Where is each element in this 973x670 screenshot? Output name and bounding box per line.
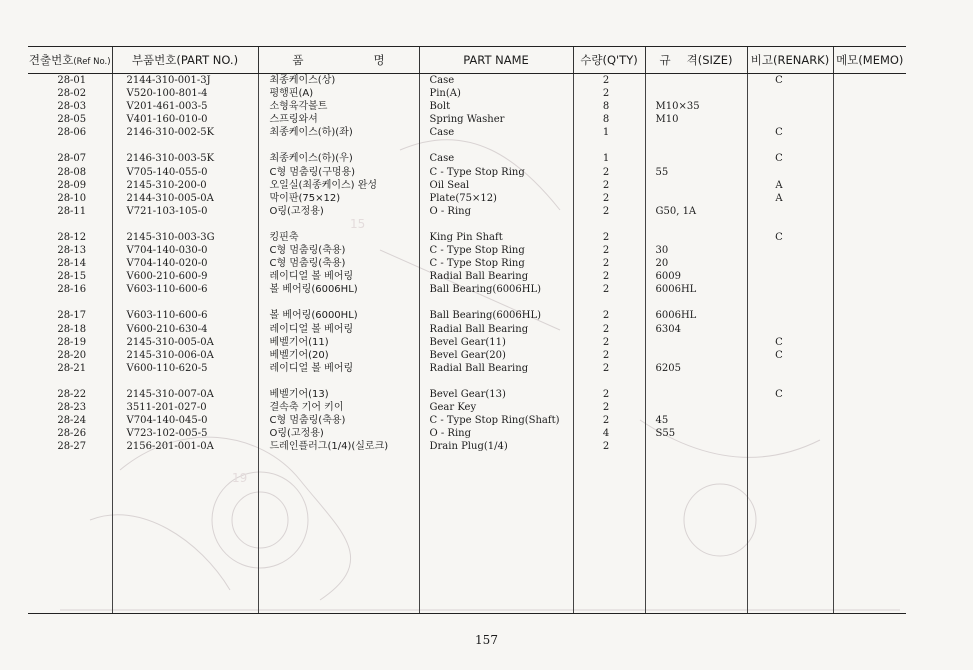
empty-cell xyxy=(419,218,573,231)
remark-cell xyxy=(747,244,833,257)
header-ref-no: 견출번호(Ref No.) xyxy=(28,47,112,74)
part-no-cell: 2145-310-006-0A xyxy=(112,349,258,362)
empty-cell xyxy=(112,296,258,309)
empty-cell xyxy=(419,139,573,152)
ref-no-cell: 28-20 xyxy=(57,349,87,361)
memo-cell xyxy=(833,336,906,349)
parts-table xyxy=(28,46,906,614)
ref-no-cell: 28-13 xyxy=(57,245,87,257)
qty-cell: 2 xyxy=(573,74,645,88)
korean-name-cell: 최종케이스(하)(좌) xyxy=(258,126,419,139)
part-no-cell: 3511-201-027-0 xyxy=(112,401,258,414)
part-no-cell: V721-103-105-0 xyxy=(112,205,258,218)
table-header-row xyxy=(28,47,906,74)
qty-cell: 2 xyxy=(573,388,645,401)
part-no-cell: 2144-310-005-0A xyxy=(112,192,258,205)
size-cell xyxy=(645,152,747,165)
empty-cell xyxy=(573,453,645,614)
memo-cell xyxy=(833,427,906,440)
empty-cell xyxy=(747,139,833,152)
qty-cell: 8 xyxy=(573,100,645,113)
korean-name-cell: C형 멈춤링(축용) xyxy=(258,244,419,257)
korean-name-cell: 베벨기어(13) xyxy=(258,388,419,401)
part-no-cell: 2144-310-001-3J xyxy=(112,74,258,88)
part-no-cell: V603-110-600-6 xyxy=(112,309,258,322)
table-row xyxy=(28,309,906,322)
part-no-cell: V603-110-600-6 xyxy=(112,283,258,296)
size-cell: 6304 xyxy=(645,323,747,336)
table-row xyxy=(28,440,906,453)
korean-name-cell: C형 멈춤링(구멍용) xyxy=(258,166,419,179)
part-no-cell: V201-461-003-5 xyxy=(112,100,258,113)
ref-no-cell: 28-17 xyxy=(57,310,87,322)
size-cell xyxy=(645,231,747,244)
qty-cell: 2 xyxy=(573,257,645,270)
part-name-cell: Bevel Gear(11) xyxy=(419,336,573,349)
qty-cell: 2 xyxy=(573,323,645,336)
size-cell xyxy=(645,126,747,139)
qty-cell: 1 xyxy=(573,126,645,139)
table-row xyxy=(28,231,906,244)
header-size: 규 격(SIZE) xyxy=(645,47,747,74)
korean-name-cell: 베벨기어(11) xyxy=(258,336,419,349)
size-cell: S55 xyxy=(645,427,747,440)
part-no-cell: 2145-310-003-3G xyxy=(112,231,258,244)
korean-name-cell: 레이디얼 볼 베어링 xyxy=(258,323,419,336)
korean-name-cell: 소형육각볼트 xyxy=(258,100,419,113)
memo-cell xyxy=(833,74,906,88)
memo-cell xyxy=(833,152,906,165)
part-name-cell: King Pin Shaft xyxy=(419,231,573,244)
ref-no-cell: 28-23 xyxy=(57,401,87,413)
korean-name-cell: 최종케이스(상) xyxy=(258,74,419,88)
korean-name-cell: 레이디얼 볼 베어링 xyxy=(258,270,419,283)
korean-name-cell: 막이판(75×12) xyxy=(258,192,419,205)
group-spacer-row xyxy=(28,139,906,152)
group-spacer-row xyxy=(28,218,906,231)
size-cell xyxy=(645,179,747,192)
part-name-cell: Gear Key xyxy=(419,401,573,414)
table-row xyxy=(28,113,906,126)
empty-cell xyxy=(645,139,747,152)
korean-name-cell: 레이디얼 볼 베어링 xyxy=(258,362,419,375)
size-cell xyxy=(645,87,747,100)
empty-cell xyxy=(258,139,419,152)
size-cell: 20 xyxy=(645,257,747,270)
part-name-cell: Radial Ball Bearing xyxy=(419,362,573,375)
ref-no-cell: 28-14 xyxy=(57,258,87,270)
part-no-cell: V705-140-055-0 xyxy=(112,166,258,179)
remark-cell xyxy=(747,100,833,113)
ref-no-cell: 28-12 xyxy=(57,231,87,243)
empty-cell xyxy=(112,218,258,231)
part-name-cell: Ball Bearing(6006HL) xyxy=(419,309,573,322)
part-name-cell: Radial Ball Bearing xyxy=(419,270,573,283)
empty-cell xyxy=(833,453,906,614)
remark-cell xyxy=(747,113,833,126)
empty-cell xyxy=(28,139,112,152)
remark-cell xyxy=(747,362,833,375)
remark-cell xyxy=(747,414,833,427)
part-no-cell: V704-140-020-0 xyxy=(112,257,258,270)
empty-cell xyxy=(833,296,906,309)
empty-cell xyxy=(747,296,833,309)
part-name-cell: Bevel Gear(13) xyxy=(419,388,573,401)
ref-no-cell: 28-21 xyxy=(57,362,87,374)
qty-cell: 2 xyxy=(573,283,645,296)
table-row xyxy=(28,270,906,283)
remark-cell: A xyxy=(747,179,833,192)
part-no-cell: V600-110-620-5 xyxy=(112,362,258,375)
korean-name-cell: 오일실(최종케이스) 완성 xyxy=(258,179,419,192)
part-name-cell: Bolt xyxy=(419,100,573,113)
korean-name-cell: 볼 베어링(6000HL) xyxy=(258,309,419,322)
ref-no-cell: 28-06 xyxy=(57,127,87,139)
svg-text:19: 19 xyxy=(232,471,248,485)
table-row xyxy=(28,362,906,375)
part-name-cell: Spring Washer xyxy=(419,113,573,126)
memo-cell xyxy=(833,440,906,453)
qty-cell: 2 xyxy=(573,414,645,427)
qty-cell: 4 xyxy=(573,427,645,440)
empty-cell xyxy=(645,296,747,309)
korean-name-cell: O링(고정용) xyxy=(258,205,419,218)
group-spacer-row xyxy=(28,375,906,388)
qty-cell: 2 xyxy=(573,231,645,244)
part-no-cell: V401-160-010-0 xyxy=(112,113,258,126)
remark-cell: C xyxy=(747,126,833,139)
korean-name-cell: 베벨기어(20) xyxy=(258,349,419,362)
remark-cell xyxy=(747,205,833,218)
ref-no-cell: 28-07 xyxy=(57,153,87,165)
table-row xyxy=(28,349,906,362)
memo-cell xyxy=(833,205,906,218)
qty-cell: 1 xyxy=(573,152,645,165)
memo-cell xyxy=(833,87,906,100)
qty-cell: 2 xyxy=(573,270,645,283)
part-name-cell: Plate(75×12) xyxy=(419,192,573,205)
part-name-cell: O - Ring xyxy=(419,205,573,218)
empty-cell xyxy=(112,139,258,152)
korean-name-cell: 평행핀(A) xyxy=(258,87,419,100)
remark-cell xyxy=(747,323,833,336)
size-cell: 6006HL xyxy=(645,309,747,322)
empty-cell xyxy=(833,375,906,388)
part-no-cell: V600-210-630-4 xyxy=(112,323,258,336)
empty-cell xyxy=(28,218,112,231)
remark-cell: C xyxy=(747,231,833,244)
ref-no-cell: 28-01 xyxy=(57,75,87,86)
ref-no-cell: 28-10 xyxy=(57,192,87,204)
empty-cell xyxy=(28,296,112,309)
qty-cell: 2 xyxy=(573,166,645,179)
part-no-cell: 2146-310-003-5K xyxy=(112,152,258,165)
ref-no-cell: 28-26 xyxy=(57,428,87,440)
qty-cell: 2 xyxy=(573,179,645,192)
ref-no-cell: 28-24 xyxy=(57,415,87,427)
remark-cell xyxy=(747,427,833,440)
ref-no-cell: 28-22 xyxy=(57,388,87,400)
size-cell: 55 xyxy=(645,166,747,179)
table-row xyxy=(28,166,906,179)
memo-cell xyxy=(833,349,906,362)
part-name-cell: Bevel Gear(20) xyxy=(419,349,573,362)
qty-cell: 2 xyxy=(573,336,645,349)
empty-cell xyxy=(28,375,112,388)
size-cell: 6006HL xyxy=(645,283,747,296)
memo-cell xyxy=(833,309,906,322)
part-no-cell: V704-140-030-0 xyxy=(112,244,258,257)
part-name-cell: C - Type Stop Ring xyxy=(419,257,573,270)
part-no-cell: 2145-310-005-0A xyxy=(112,336,258,349)
memo-cell xyxy=(833,257,906,270)
empty-cell xyxy=(419,296,573,309)
empty-cell xyxy=(573,296,645,309)
table-row xyxy=(28,74,906,88)
ref-no-cell: 28-02 xyxy=(57,88,87,100)
memo-cell xyxy=(833,244,906,257)
empty-cell xyxy=(258,296,419,309)
memo-cell xyxy=(833,388,906,401)
qty-cell: 2 xyxy=(573,349,645,362)
korean-name-cell: 스프링와셔 xyxy=(258,113,419,126)
size-cell: M10×35 xyxy=(645,100,747,113)
remark-cell: A xyxy=(747,192,833,205)
part-no-cell: 2145-310-007-0A xyxy=(112,388,258,401)
size-cell xyxy=(645,192,747,205)
memo-cell xyxy=(833,283,906,296)
ref-no-cell: 28-27 xyxy=(57,441,87,453)
table-row xyxy=(28,192,906,205)
size-cell: 6205 xyxy=(645,362,747,375)
table-row xyxy=(28,427,906,440)
empty-cell xyxy=(573,218,645,231)
memo-cell xyxy=(833,113,906,126)
size-cell xyxy=(645,349,747,362)
part-no-cell: V600-210-600-9 xyxy=(112,270,258,283)
memo-cell xyxy=(833,362,906,375)
size-cell: M10 xyxy=(645,113,747,126)
part-no-cell: V723-102-005-5 xyxy=(112,427,258,440)
korean-name-cell: C형 멈춤링(축용) xyxy=(258,257,419,270)
qty-cell: 2 xyxy=(573,244,645,257)
table-row xyxy=(28,257,906,270)
memo-cell xyxy=(833,414,906,427)
part-name-cell: Case xyxy=(419,126,573,139)
memo-cell xyxy=(833,100,906,113)
table-row xyxy=(28,336,906,349)
remark-cell: C xyxy=(747,349,833,362)
size-cell: 45 xyxy=(645,414,747,427)
empty-cell xyxy=(747,218,833,231)
korean-name-cell: 킹핀축 xyxy=(258,231,419,244)
remark-cell: C xyxy=(747,336,833,349)
table-row xyxy=(28,283,906,296)
header-remark: 비고(RENARK) xyxy=(747,47,833,74)
empty-cell xyxy=(833,139,906,152)
table-row xyxy=(28,100,906,113)
ref-no-cell: 28-19 xyxy=(57,336,87,348)
empty-cell xyxy=(645,375,747,388)
table-row xyxy=(28,388,906,401)
empty-cell xyxy=(747,375,833,388)
size-cell xyxy=(645,401,747,414)
page-number: 157 xyxy=(475,633,498,647)
ref-no-cell: 28-18 xyxy=(57,323,87,335)
ref-no-cell: 28-09 xyxy=(57,179,87,191)
remark-cell: C xyxy=(747,388,833,401)
qty-cell: 2 xyxy=(573,362,645,375)
korean-name-cell: 최종케이스(하)(우) xyxy=(258,152,419,165)
table-row xyxy=(28,401,906,414)
empty-cell xyxy=(573,375,645,388)
empty-cell xyxy=(258,218,419,231)
ref-no-cell: 28-03 xyxy=(57,101,87,113)
empty-cell xyxy=(28,453,112,614)
ref-no-cell: 28-11 xyxy=(57,205,87,217)
size-cell: G50, 1A xyxy=(645,205,747,218)
header-part-no: 부품번호(PART NO.) xyxy=(112,47,258,74)
table-row xyxy=(28,87,906,100)
part-name-cell: C - Type Stop Ring xyxy=(419,166,573,179)
empty-cell xyxy=(112,375,258,388)
group-spacer-row xyxy=(28,296,906,309)
size-cell xyxy=(645,440,747,453)
size-cell xyxy=(645,336,747,349)
ref-no-cell: 28-15 xyxy=(57,271,87,283)
empty-cell xyxy=(573,139,645,152)
qty-cell: 2 xyxy=(573,87,645,100)
part-no-cell: 2156-201-001-0A xyxy=(112,440,258,453)
empty-cell xyxy=(747,453,833,614)
qty-cell: 2 xyxy=(573,192,645,205)
part-name-cell: Pin(A) xyxy=(419,87,573,100)
memo-cell xyxy=(833,166,906,179)
part-no-cell: 2145-310-200-0 xyxy=(112,179,258,192)
size-cell xyxy=(645,388,747,401)
empty-cell xyxy=(112,453,258,614)
empty-cell xyxy=(258,453,419,614)
remark-cell: C xyxy=(747,152,833,165)
remark-cell xyxy=(747,270,833,283)
memo-cell xyxy=(833,401,906,414)
remark-cell xyxy=(747,257,833,270)
table-row xyxy=(28,179,906,192)
part-name-cell: Radial Ball Bearing xyxy=(419,323,573,336)
table-row xyxy=(28,126,906,139)
qty-cell: 8 xyxy=(573,113,645,126)
memo-cell xyxy=(833,179,906,192)
table-row xyxy=(28,414,906,427)
header-name-korean: 품 명 xyxy=(258,47,419,74)
header-memo: 메모(MEMO) xyxy=(833,47,906,74)
empty-cell xyxy=(258,375,419,388)
korean-name-cell: 결속축 기어 키이 xyxy=(258,401,419,414)
remark-cell xyxy=(747,166,833,179)
table-row xyxy=(28,323,906,336)
table-row xyxy=(28,244,906,257)
part-name-cell: Case xyxy=(419,152,573,165)
size-cell: 30 xyxy=(645,244,747,257)
empty-cell xyxy=(419,375,573,388)
part-name-cell: Drain Plug(1/4) xyxy=(419,440,573,453)
korean-name-cell: 드레인플러그(1/4)(실로크) xyxy=(258,440,419,453)
korean-name-cell: C형 멈춤링(축용) xyxy=(258,414,419,427)
parts-table-body xyxy=(28,74,906,614)
part-name-cell: C - Type Stop Ring xyxy=(419,244,573,257)
ref-no-cell: 28-08 xyxy=(57,166,87,178)
memo-cell xyxy=(833,192,906,205)
table-filler-row xyxy=(28,453,906,614)
header-part-name: PART NAME xyxy=(419,47,573,74)
part-no-cell: V520-100-801-4 xyxy=(112,87,258,100)
part-no-cell: 2146-310-002-5K xyxy=(112,126,258,139)
size-cell: 6009 xyxy=(645,270,747,283)
remark-cell xyxy=(747,440,833,453)
part-name-cell: Oil Seal xyxy=(419,179,573,192)
qty-cell: 2 xyxy=(573,309,645,322)
remark-cell xyxy=(747,87,833,100)
part-name-cell: C - Type Stop Ring(Shaft) xyxy=(419,414,573,427)
remark-cell xyxy=(747,283,833,296)
table-row xyxy=(28,152,906,165)
ref-no-cell: 28-16 xyxy=(57,284,87,296)
ref-no-cell: 28-05 xyxy=(57,114,87,126)
size-cell xyxy=(645,74,747,88)
korean-name-cell: 볼 베어링(6006HL) xyxy=(258,283,419,296)
header-qty: 수량(Q'TY) xyxy=(573,47,645,74)
empty-cell xyxy=(645,453,747,614)
qty-cell: 2 xyxy=(573,205,645,218)
qty-cell: 2 xyxy=(573,401,645,414)
svg-text:15: 15 xyxy=(350,217,366,231)
part-name-cell: Case xyxy=(419,74,573,88)
part-name-cell: Ball Bearing(6006HL) xyxy=(419,283,573,296)
memo-cell xyxy=(833,323,906,336)
memo-cell xyxy=(833,126,906,139)
part-name-cell: O - Ring xyxy=(419,427,573,440)
korean-name-cell: O링(고정용) xyxy=(258,427,419,440)
memo-cell xyxy=(833,270,906,283)
table-row xyxy=(28,205,906,218)
empty-cell xyxy=(645,218,747,231)
remark-cell xyxy=(747,309,833,322)
empty-cell xyxy=(833,218,906,231)
empty-cell xyxy=(419,453,573,614)
part-no-cell: V704-140-045-0 xyxy=(112,414,258,427)
remark-cell xyxy=(747,401,833,414)
remark-cell: C xyxy=(747,74,833,88)
memo-cell xyxy=(833,231,906,244)
qty-cell: 2 xyxy=(573,440,645,453)
